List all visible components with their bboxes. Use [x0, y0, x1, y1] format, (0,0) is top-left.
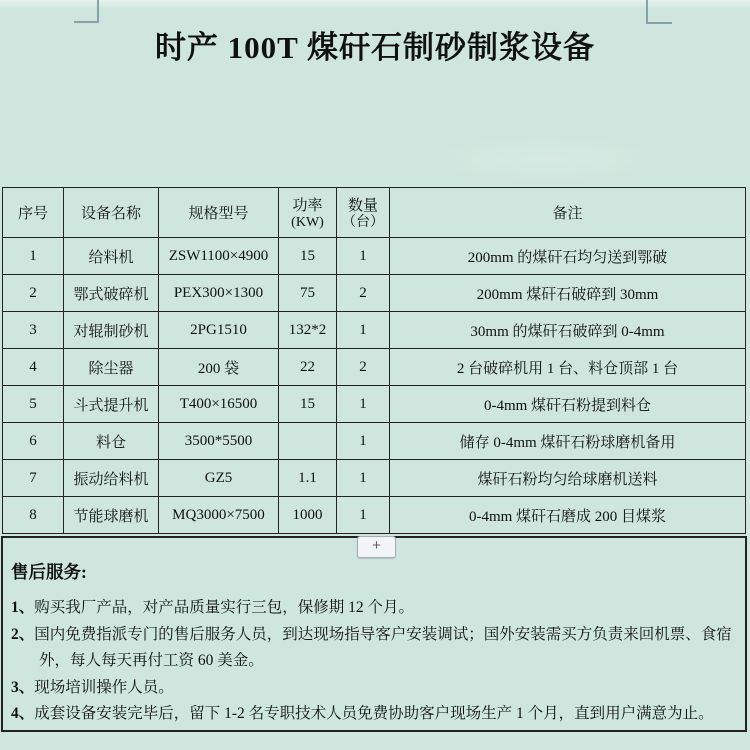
cell-name: 对辊制砂机: [64, 312, 159, 349]
cell-name: 鄂式破碎机: [64, 275, 159, 312]
cell-name: 料仓: [64, 423, 159, 460]
table-row: [3, 423, 746, 460]
cell-model: 200 袋: [159, 349, 279, 386]
cell-model: PEX300×1300: [159, 275, 279, 312]
cell-qty: 1: [337, 423, 390, 460]
cell-power: 132*2: [279, 312, 337, 349]
header-quantity: 数量 （台）: [337, 188, 390, 238]
table-row: [3, 497, 746, 534]
header-model: 规格型号: [159, 188, 279, 238]
list-item-number: 1、: [11, 599, 35, 616]
header-no: 序号: [3, 188, 64, 238]
text-boundary-mark-left-icon: [74, 0, 99, 23]
table-row: [3, 460, 746, 497]
cell-qty: 2: [337, 275, 390, 312]
cell-qty: 1: [337, 386, 390, 423]
table-row: [3, 275, 746, 312]
cell-power: 1.1: [279, 460, 337, 497]
cell-no: 4: [3, 349, 64, 386]
list-item-text: 成套设备安装完毕后，留下 1-2 名专职技术人员免费协助客户现场生产 1 个月，直到用户满意为止。: [34, 705, 714, 722]
list-item-text: 购买我厂产品，对产品质量实行三包，保修期 12 个月。: [34, 599, 415, 616]
insert-row-button[interactable]: +: [357, 536, 396, 558]
header-equipment-name: 设备名称: [64, 188, 159, 238]
cell-model: ZSW1100×4900: [159, 238, 279, 275]
page-top-highlight: [0, 0, 750, 9]
table-row: [3, 349, 746, 386]
cell-no: 1: [3, 238, 64, 275]
cell-qty: 1: [337, 238, 390, 275]
cell-no: 6: [3, 423, 64, 460]
cell-qty: 1: [337, 460, 390, 497]
after-sales-heading: 售后服务:: [11, 562, 87, 582]
list-item: [11, 675, 737, 702]
cell-name: 除尘器: [64, 349, 159, 386]
cell-power: 1000: [279, 497, 337, 534]
list-item: [11, 701, 737, 728]
cell-no: 5: [3, 386, 64, 423]
equipment-table: [2, 187, 746, 534]
cell-power: 75: [279, 275, 337, 312]
cell-name: 节能球磨机: [64, 497, 159, 534]
list-item-text: 国内免费指派专门的售后服务人员，到达现场指导客户安装调试；国外安装需买方负责来回机票、食宿外，每人每天再付工资 60 美金。: [34, 625, 732, 669]
cell-model: T400×16500: [159, 386, 279, 423]
page-title: 时产 100T 煤矸石制砂制浆设备: [154, 30, 596, 65]
cell-remark: 0-4mm 煤矸石粉提到料仓: [390, 386, 746, 423]
erased-watermark-smudge: [420, 135, 670, 183]
cell-model: 3500*5500: [159, 423, 279, 460]
list-item-text: 现场培训操作人员。: [34, 678, 174, 696]
cell-remark: 30mm 的煤矸石破碎到 0-4mm: [390, 312, 746, 349]
cell-power: 15: [279, 238, 337, 275]
header-power: 功率 (KW): [279, 188, 337, 238]
cell-power: 15: [279, 386, 337, 423]
cell-no: 7: [3, 460, 64, 497]
header-remark: 备注: [390, 188, 746, 238]
cell-remark: 煤矸石粉均匀给球磨机送料: [390, 460, 746, 497]
cell-no: 8: [3, 497, 64, 534]
cell-qty: 1: [337, 312, 390, 349]
list-item: [11, 595, 737, 622]
table-row: [3, 312, 746, 349]
cell-name: 斗式提升机: [64, 386, 159, 423]
cell-qty: 1: [337, 497, 390, 534]
cell-remark: 0-4mm 煤矸石磨成 200 目煤浆: [390, 497, 746, 534]
cell-remark: 200mm 的煤矸石均匀送到鄂破: [390, 238, 746, 275]
cell-qty: 2: [337, 349, 390, 386]
list-item: [11, 622, 737, 675]
list-item-number: 2、: [11, 625, 35, 643]
cell-model: 2PG1510: [159, 312, 279, 349]
cell-remark: 200mm 煤矸石破碎到 30mm: [390, 275, 746, 312]
cell-name: 振动给料机: [64, 460, 159, 497]
table-row: [3, 386, 746, 423]
text-boundary-mark-right-icon: [646, 0, 672, 24]
cell-no: 2: [3, 275, 64, 312]
cell-name: 给料机: [64, 238, 159, 275]
cell-model: MQ3000×7500: [159, 497, 279, 534]
cell-power: [279, 423, 337, 460]
cell-power: 22: [279, 349, 337, 386]
table-header-row: [3, 188, 746, 238]
cell-remark: 2 台破碎机用 1 台、料仓顶部 1 台: [390, 349, 746, 386]
after-sales-list: [11, 595, 737, 728]
cell-model: GZ5: [159, 460, 279, 497]
list-item-number: 3、: [11, 678, 35, 696]
after-sales-section: [1, 536, 747, 732]
table-row: [3, 238, 746, 275]
list-item-number: 4、: [11, 705, 35, 722]
cell-remark: 储存 0-4mm 煤矸石粉球磨机备用: [390, 423, 746, 460]
cell-no: 3: [3, 312, 64, 349]
